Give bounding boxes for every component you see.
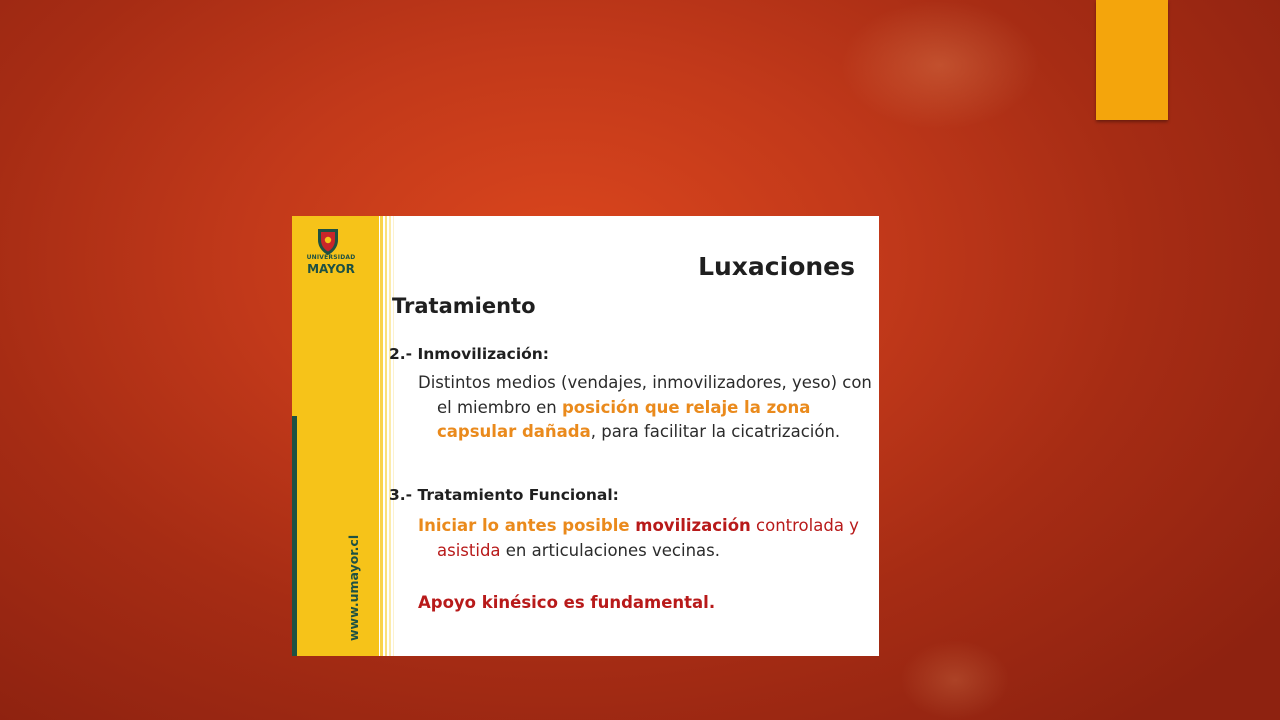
highlight-text: Apoyo kinésico es fundamental. [418,593,716,612]
background-glow [900,640,1010,720]
stripe [385,216,387,656]
highlight-text: movilización [635,516,751,535]
logo-text-large: MAYOR [307,262,355,276]
stripe [380,216,383,656]
section-heading: 2.- Inmovilización: [389,345,550,363]
section-heading: 3.- Tratamiento Funcional: [389,486,619,504]
section-body [418,371,877,445]
shield-icon [316,226,340,256]
body-text: , para facilitar la cicatrización. [590,422,841,441]
logo-text-small: UNIVERSIDAD [306,254,356,261]
slide-title: Luxaciones [698,252,855,281]
highlight-text: controlada y asistida [437,516,859,560]
body-text: Distintos medios (vendajes, inmovilizadores, yeso) con el miembro en [418,373,872,417]
section-body [418,514,877,563]
body-text: en articulaciones vecinas. [500,540,720,560]
slide-image [292,216,879,656]
logo-band [292,216,379,656]
stripe [393,216,394,656]
background-glow [840,0,1040,130]
stripe [389,216,391,656]
slide-subtitle: Tratamiento [392,294,536,318]
accent-bar [1096,0,1168,120]
emphasis-text [418,591,877,616]
highlight-text: posición que relaje la zona capsular dañada [437,397,811,441]
highlight-text: Iniciar lo antes posible [418,516,636,535]
green-band [292,416,297,656]
website-url: www.umayor.cl [346,534,361,641]
